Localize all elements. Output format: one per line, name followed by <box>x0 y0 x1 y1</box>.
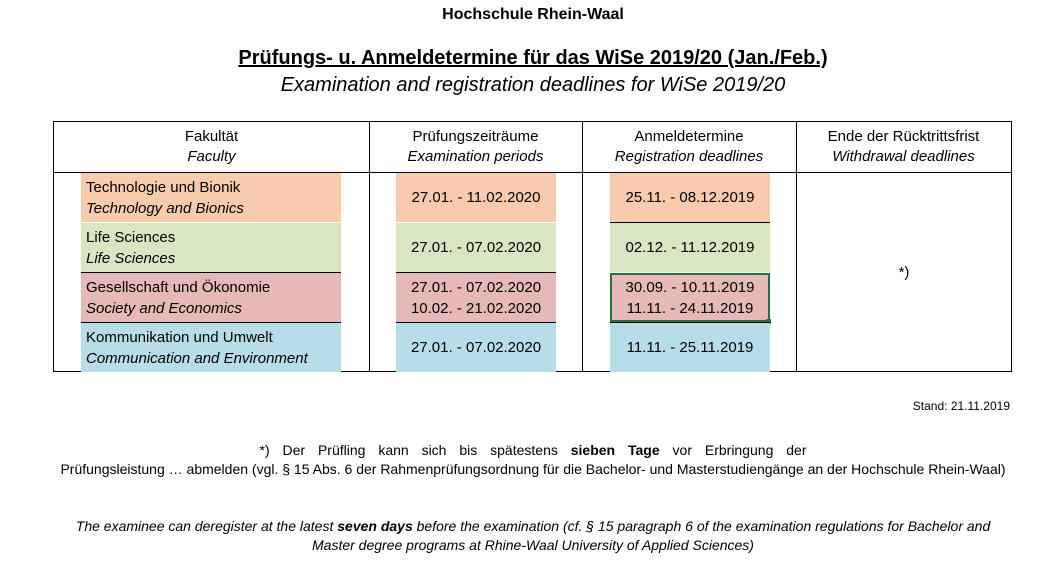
footnote-text: *) Der Prüfling kann sich bis spätestens <box>259 442 558 458</box>
withdrawal-note: *) <box>898 264 910 281</box>
registration-cell[interactable] <box>610 323 770 372</box>
title-english: Examination and registration deadlines for WiSe 2019/20 <box>280 74 786 96</box>
university-name: Hochschule Rhein-Waal <box>442 6 624 23</box>
exam-period-cell[interactable] <box>396 173 556 222</box>
registration-cell-selected[interactable] <box>610 273 770 322</box>
title-german: Prüfungs- u. Anmeldetermine für das WiSe 2019/20 (Jan./Feb.) <box>238 47 828 69</box>
footnote-text: before the examination (cf. § 15 paragraph 6 of the examination regulations for Bachelor and Master degree programs at Rhine-Waal University of Applied Sciences) <box>312 518 991 553</box>
deadlines-table <box>53 121 1012 372</box>
faculty-cell-life-sciences[interactable] <box>81 223 341 272</box>
footnote-text: vor Erbringung der <box>672 442 807 458</box>
faculty-cell-communication[interactable] <box>81 323 341 372</box>
column-divider <box>369 122 370 371</box>
header-exam-de: Prüfungszeiträume <box>412 128 539 145</box>
faculty-name-de: Gesellschaft und Ökonomie <box>86 278 271 296</box>
row-divider <box>610 222 770 223</box>
faculty-name-de: Life Sciences <box>86 228 176 246</box>
row-divider <box>610 322 770 323</box>
header-withdrawal-en: Withdrawal deadlines <box>832 148 975 165</box>
exam-period: 27.01. - 11.02.2020 <box>411 189 541 206</box>
header-faculty-de: Fakultät <box>184 128 239 145</box>
footnote-german-line1 <box>0 441 1053 460</box>
faculty-name-en: Society and Economics <box>86 299 242 317</box>
header-registration-en: Registration deadlines <box>614 148 764 165</box>
header-faculty-en: Faculty <box>187 148 236 165</box>
faculty-name-de: Technologie und Bionik <box>86 178 241 196</box>
footnote-german-line2: Prüfungsleistung … abmelden (vgl. § 15 Abs. 6 der Rahmenprüfungsordnung für die Bachelor- und Masterstudiengänge an der Hochschule Rhein-Waal) <box>60 461 1006 477</box>
footnote-emphasis: seven days <box>337 518 413 534</box>
registration-period: 02.12. - 11.12.2019 <box>625 239 755 256</box>
registration-period: 11.11. - 24.11.2019 <box>626 299 754 317</box>
registration-period: 30.09. - 10.11.2019 <box>625 278 755 296</box>
row-divider <box>81 272 341 273</box>
header-registration <box>582 122 796 172</box>
row-divider <box>396 322 556 323</box>
exam-period: 27.01. - 07.02.2020 <box>410 239 542 256</box>
faculty-cell-society-economics[interactable] <box>81 273 341 322</box>
row-divider <box>396 272 556 273</box>
exam-period-cell[interactable] <box>396 223 556 272</box>
header-faculty <box>54 122 369 172</box>
header-withdrawal <box>796 122 1011 172</box>
faculty-cell-technology[interactable] <box>81 173 341 222</box>
exam-period-cell[interactable] <box>396 323 556 372</box>
header-exam-periods <box>369 122 582 172</box>
row-divider <box>81 322 341 323</box>
registration-period: 11.11. - 25.11.2019 <box>626 339 754 356</box>
registration-period: 25.11. - 08.12.2019 <box>625 189 755 206</box>
exam-period: 10.02. - 21.02.2020 <box>410 299 542 317</box>
header-withdrawal-de: Ende der Rücktrittsfrist <box>827 128 980 145</box>
faculty-name-en: Communication and Environment <box>86 349 308 367</box>
footnote-english <box>55 517 1011 555</box>
faculty-name-en: Life Sciences <box>86 249 176 267</box>
registration-cell[interactable] <box>610 223 770 272</box>
faculty-name-de: Kommunikation und Umwelt <box>86 328 273 346</box>
exam-period-cell[interactable] <box>396 273 556 322</box>
withdrawal-cell[interactable] <box>797 173 1011 372</box>
header-registration-de: Anmeldetermine <box>634 128 744 145</box>
footnote-emphasis: sieben Tage <box>570 442 660 458</box>
footnote-text: The examinee can deregister at the latest <box>75 518 334 534</box>
exam-period: 27.01. - 07.02.2020 <box>410 278 542 296</box>
faculty-name-en: Technology and Bionics <box>86 199 244 217</box>
exam-period: 27.01. - 07.02.2020 <box>410 339 542 356</box>
header-exam-en: Examination periods <box>407 148 544 165</box>
column-divider <box>582 122 583 371</box>
registration-cell[interactable] <box>610 173 770 222</box>
status-date: Stand: 21.11.2019 <box>912 399 1010 413</box>
